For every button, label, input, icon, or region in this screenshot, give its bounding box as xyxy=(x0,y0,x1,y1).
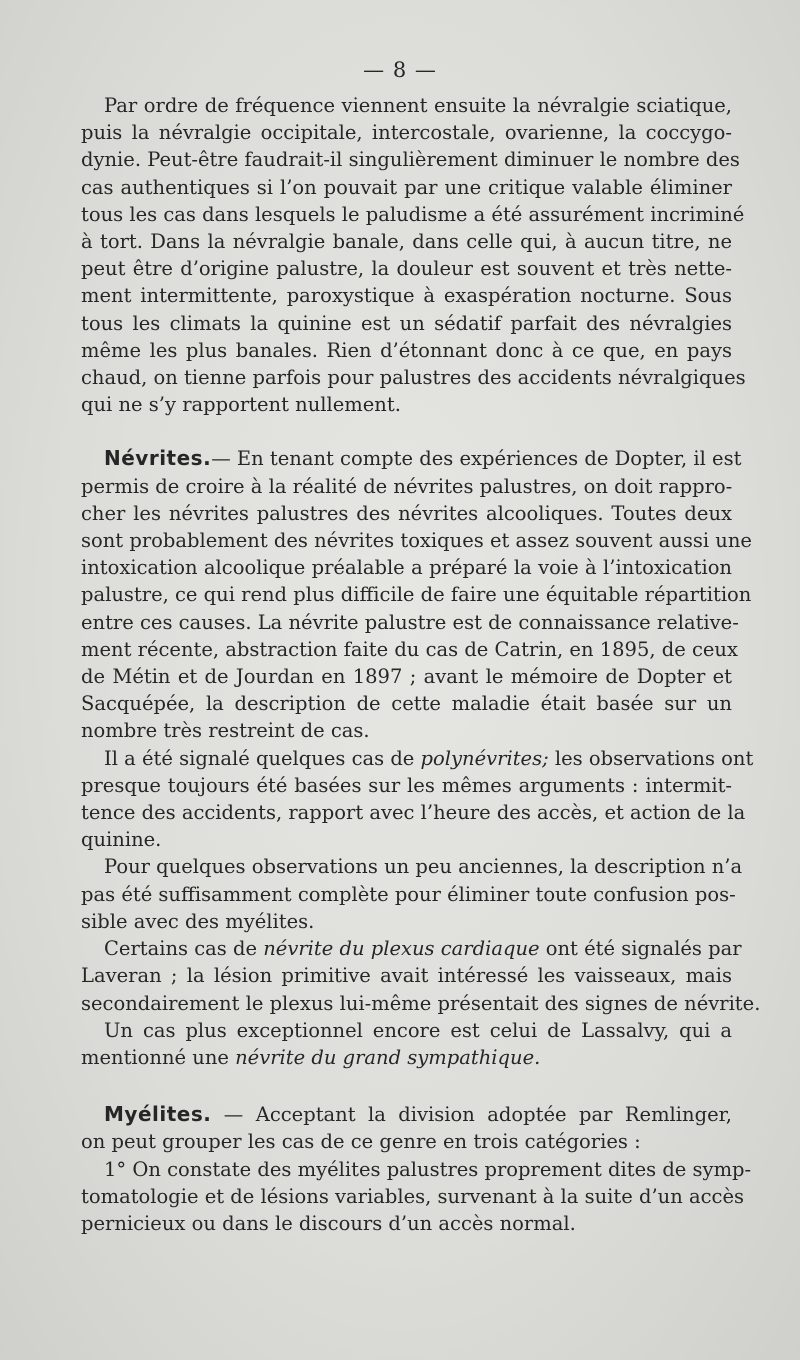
text-line: Par ordre de fréquence viennent ensuite la névralgie sciatique, xyxy=(104,94,732,117)
text-line: à tort. Dans la névralgie banale, dans celle qui, à aucun titre, ne xyxy=(81,230,732,254)
body-text xyxy=(81,92,761,1237)
text-line: Laveran ; la lésion primitive avait intéressé les vaisseaux, mais xyxy=(81,964,732,988)
text-line: tence des accidents, rapport avec l’heure des accès, et action de la xyxy=(81,801,746,825)
text-line: pas été suffisamment complète pour éliminer toute confusion pos- xyxy=(81,882,736,906)
text-line xyxy=(81,1044,732,1071)
paragraph-myelites xyxy=(81,1101,732,1155)
text-line: on peut grouper les cas de ce genre en trois catégories : xyxy=(81,1130,641,1154)
text-line: palustre, ce qui rend plus difficile de faire une équitable répartition xyxy=(81,583,752,607)
text-run: ont été signalés par xyxy=(545,937,742,961)
emphasis-polynevrites: polynévrites; xyxy=(420,746,549,770)
text-line: tous les cas dans lesquels le paludisme a été assurément incriminé xyxy=(81,202,745,226)
text-line: cas authentiques si l’on pouvait par une critique valable éliminer xyxy=(81,175,732,199)
text-line: 1° On constate des myélites palustres proprement dites de symp- xyxy=(104,1157,752,1181)
text-line: même les plus banales. Rien d’étonnant donc à ce que, en pays xyxy=(81,338,732,362)
text-line: Un cas plus exceptionnel encore est celui de Lassalvy, qui a xyxy=(104,1018,732,1042)
emphasis-plexus-cardiaque: névrite du plexus cardiaque xyxy=(263,937,540,961)
text-line xyxy=(81,1101,732,1128)
text-run: Certains cas de xyxy=(104,937,258,961)
text-line: dynie. Peut-être faudrait-il singulièrement diminuer le nombre des xyxy=(81,148,740,172)
text-line: quinine. xyxy=(81,828,162,852)
text-run: les observations ont xyxy=(554,746,754,770)
text-line: tomatologie et de lésions variables, survenant à la suite d’un accès xyxy=(81,1184,745,1208)
text-line: ment récente, abstraction faite du cas de Catrin, en 1895, de ceux xyxy=(81,637,738,661)
text-line: ment intermittente, paroxystique à exaspération nocturne. Sous xyxy=(81,284,732,308)
paragraph-observations xyxy=(81,853,743,935)
text-line: sible avec des myélites. xyxy=(81,909,315,933)
text-line: entre ces causes. La névrite palustre est de connaissance relative- xyxy=(81,610,739,634)
paragraph-nevralgies xyxy=(81,92,746,418)
paragraph-polynevrites xyxy=(81,745,754,854)
text-line xyxy=(81,445,742,472)
text-line: permis de croire à la réalité de névrites palustres, on doit rappro- xyxy=(81,474,733,498)
emphasis-grand-sympathique: névrite du grand sympathique. xyxy=(235,1045,541,1069)
text-line: pernicieux ou dans le discours d’un accès normal. xyxy=(81,1211,576,1235)
text-line: tous les climats la quinine est un sédatif parfait des névralgies xyxy=(81,311,732,335)
text-run: mentionné une xyxy=(81,1045,229,1069)
text-line: presque toujours été basées sur les mêmes arguments : intermit- xyxy=(81,773,732,797)
text-run: Il a été signalé quelques cas de xyxy=(104,746,415,770)
paragraph-plexus-cardiaque xyxy=(81,935,761,1017)
paragraph-nevrites xyxy=(81,445,752,744)
section-heading-nevrites: Névrites. xyxy=(104,446,212,471)
text-line xyxy=(81,935,742,962)
text-line: secondairement le plexus lui-même présentait des signes de névrite. xyxy=(81,991,761,1015)
paragraph-grand-sympathique xyxy=(81,1017,732,1071)
text-run: — Acceptant la division adoptée par Remlinger, xyxy=(223,1103,732,1127)
text-run: — En tenant compte des expériences de Dopter, il est xyxy=(211,447,742,471)
text-line: sont probablement des névrites toxiques et assez souvent aussi une xyxy=(81,529,752,553)
text-line: intoxication alcoolique préalable a préparé la voie à l’intoxication xyxy=(81,556,732,580)
text-line: puis la névralgie occipitale, intercostale, ovarienne, la coccygo- xyxy=(81,121,732,145)
text-line: Pour quelques observations un peu anciennes, la description n’a xyxy=(104,855,743,879)
text-line xyxy=(81,745,754,772)
text-line: peut être d’origine palustre, la douleur est souvent et très nette- xyxy=(81,257,732,281)
text-line: chaud, on tienne parfois pour palustres des accidents névralgiques xyxy=(81,366,746,390)
paragraph-myelites-palustres xyxy=(81,1156,752,1238)
page-number: — 8 — xyxy=(363,58,437,82)
text-line: cher les névrites palustres des névrites alcooliques. Toutes deux xyxy=(81,501,732,525)
text-line: de Métin et de Jourdan en 1897 ; avant le mémoire de Dopter et xyxy=(81,665,732,689)
text-line: qui ne s’y rapportent nullement. xyxy=(81,393,401,417)
text-line: Sacquépée, la description de cette maladie était basée sur un xyxy=(81,692,732,716)
text-line: nombre très restreint de cas. xyxy=(81,719,370,743)
section-heading-myelites: Myélites. xyxy=(104,1102,212,1127)
